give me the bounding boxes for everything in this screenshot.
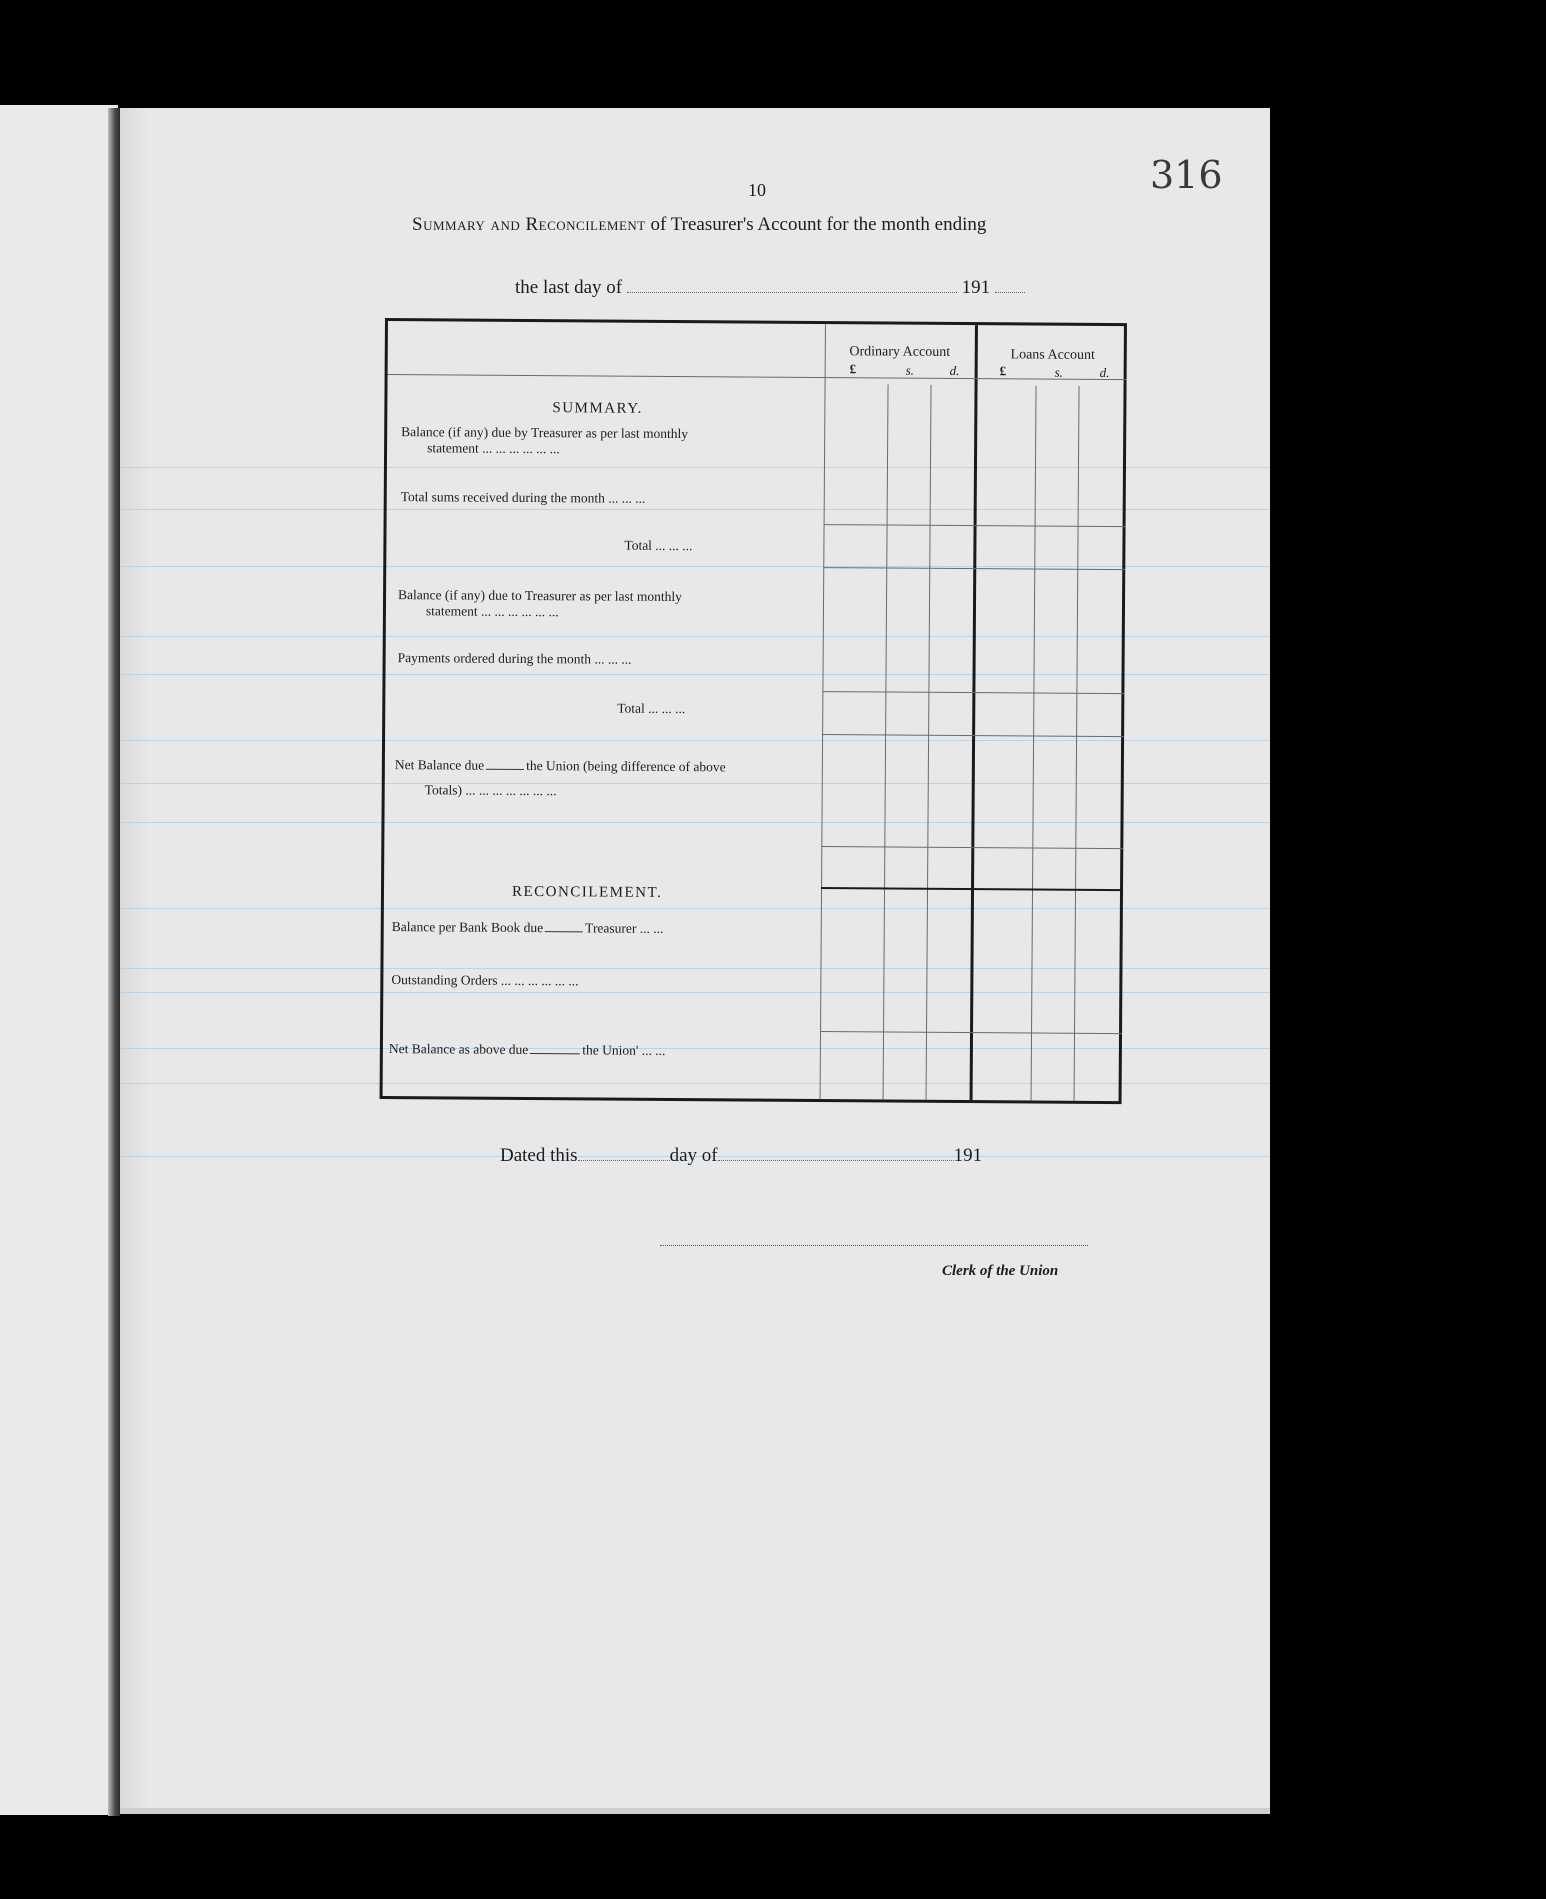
row-net-balance-above: [389, 1041, 666, 1059]
heading-rest: of Treasurer's Account for the month ending: [645, 214, 987, 235]
day-blank: [578, 1160, 670, 1161]
dated-label: Dated this: [500, 1145, 578, 1166]
form-subheading: [515, 277, 1025, 299]
subheading-prefix: the last day of: [515, 277, 623, 298]
row-net-balance: [395, 757, 726, 775]
loans-account-head: Loans Account: [1010, 347, 1095, 363]
col-divider: [820, 324, 826, 1099]
bank-book-label-cont: Treasurer ... ...: [585, 920, 664, 936]
row-payments-ordered: Payments ordered during the month ... ... ...: [397, 650, 632, 667]
net-balance-blank: [486, 769, 524, 770]
folio-number: 316: [1150, 153, 1223, 197]
book-spine-shadow: [108, 108, 120, 1816]
row-balance-due-by-treasurer-cont: statement ... ... ... ... ... ...: [427, 440, 560, 457]
row-total-1: Total ... ... ...: [624, 537, 693, 554]
net-balance-label: Net Balance due: [394, 757, 485, 773]
year-blank: [995, 292, 1025, 293]
row-balance-due-by-treasurer: Balance (if any) due by Treasurer as per last monthly: [401, 424, 689, 442]
net-balance-label-cont: the Union (being difference of above: [526, 757, 726, 775]
page-edge: [120, 1808, 1270, 1814]
pound-symbol: £: [999, 363, 1007, 379]
dated-day-of: day of: [669, 1145, 718, 1166]
facing-page: [0, 105, 118, 1815]
account-table: [380, 318, 1127, 1104]
row-total-2: Total ... ... ...: [617, 700, 686, 717]
month-blank: [718, 1160, 954, 1161]
signature-line: [660, 1245, 1088, 1246]
reconcilement-title: RECONCILEMENT.: [511, 883, 663, 901]
date-blank: [627, 292, 957, 293]
shilling-symbol: s.: [905, 362, 915, 378]
row-bank-book-balance: [392, 919, 664, 937]
bank-book-label: Balance per Bank Book due: [391, 919, 544, 936]
pence-symbol: d.: [1099, 364, 1110, 381]
pound-symbol: £: [849, 361, 857, 377]
dated-line: [500, 1145, 982, 1167]
shilling-symbol: s.: [1054, 364, 1064, 380]
row-outstanding-orders: Outstanding Orders ... ... ... ... ... ...: [391, 972, 579, 989]
row-balance-due-to-treasurer-cont: statement ... ... ... ... ... ...: [425, 603, 559, 620]
account-divider: [970, 325, 978, 1100]
net-above-label: Net Balance as above due: [388, 1041, 529, 1058]
clerk-caption: Clerk of the Union: [942, 1263, 1059, 1279]
summary-title: SUMMARY.: [552, 400, 643, 417]
col-divider: [926, 385, 932, 1100]
net-above-blank: [530, 1053, 580, 1054]
pence-symbol: d.: [949, 362, 960, 379]
dated-year: 191: [953, 1145, 983, 1166]
net-above-label-cont: the Union' ... ...: [582, 1042, 666, 1058]
subheading-year: 191: [961, 277, 991, 298]
row-net-balance-cont: Totals) ... ... ... ... ... ... ...: [424, 782, 557, 799]
col-divider: [1074, 386, 1080, 1101]
col-divider: [883, 385, 889, 1100]
page-number: 10: [748, 180, 766, 200]
row-total-received: Total sums received during the month ... ... ...: [400, 489, 646, 506]
col-divider: [1031, 386, 1037, 1101]
header-rule: [388, 374, 1127, 380]
row-balance-due-to-treasurer: Balance (if any) due to Treasurer as per last monthly: [398, 587, 682, 605]
heading-smallcaps: Summary and Reconcilement: [412, 214, 646, 235]
ordinary-account-head: Ordinary Account: [849, 344, 951, 360]
form-heading: [412, 214, 1112, 236]
bank-book-blank: [545, 931, 583, 932]
